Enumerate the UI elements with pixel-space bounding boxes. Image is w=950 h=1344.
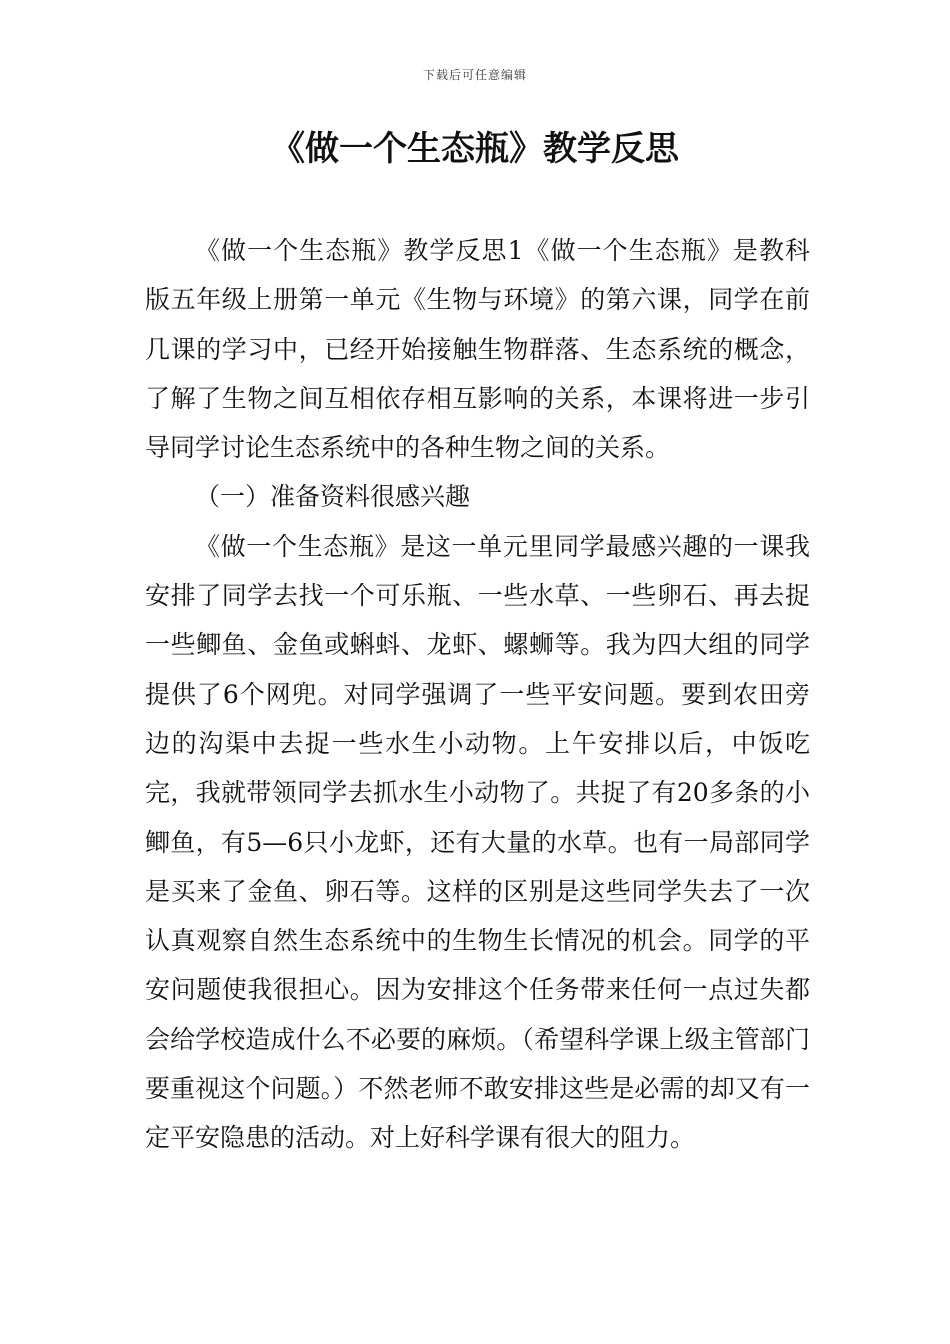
section-heading: （一）准备资料很感兴趣 xyxy=(195,482,471,512)
paragraph-preparation: 《做一个生态瓶》是这一单元里同学最感兴趣的一课我安排了同学去找一个可乐瓶、一些水草、一些卵石、再去捉一些鲫鱼、金鱼或蝌蚪、龙虾、螺蛳等。我为四大组的同学提供了6个网兜。对同学强调了一些平安问题。要到农田旁边的沟渠中去捉一些水生小动物。上午安排以后，中饭吃完，我就带领同学去抓水生小动物了。共捉了有20多条的小鲫鱼，有5—6只小龙虾，还有大量的水草。也有一局部同学是买来了金鱼、卵石等。这样的区别是这些同学失去了一次认真观察自然生态系统中的生物生长情况的机会。同学的平安问题使我很担心。因为安排这个任务带来任何一点过失都会给学校造成什么不必要的麻烦。（希望科学课上级主管部门要重视这个问题。）不然老师不敢安排这些是必需的却又有一定平安隐患的活动。对上好科学课有很大的阻力。 xyxy=(145,531,810,1153)
header-note: 下载后可任意编辑 xyxy=(422,68,527,82)
paragraph-intro: 《做一个生态瓶》教学反思1《做一个生态瓶》是教科版五年级上册第一单元《生物与环境》的第六课，同学在前几课的学习中，已经开始接触生物群落、生态系统的概念，了解了生物之间互相依存相互影响的关系，本课将进一步引导同学讨论生态系统中的各种生物之间的关系。 xyxy=(145,236,810,463)
page-title: 《做一个生态瓶》教学反思 xyxy=(271,129,679,169)
document-body xyxy=(145,226,810,1163)
